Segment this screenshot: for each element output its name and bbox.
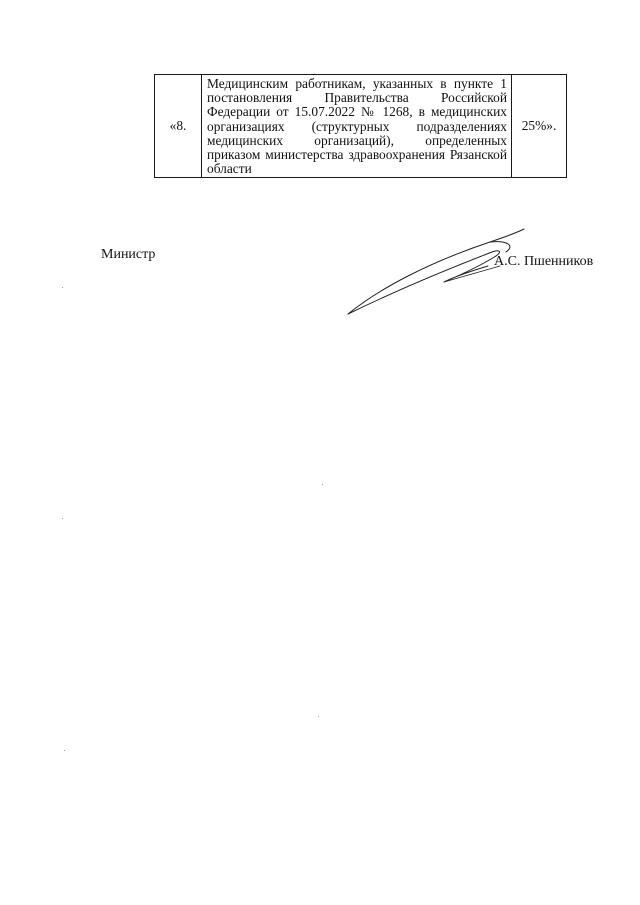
signatory-name: А.С. Пшенников: [494, 254, 594, 269]
amendment-table: [154, 74, 567, 178]
signatory-position: Министр: [101, 247, 156, 262]
row-value-cell: 25%».: [512, 75, 567, 178]
scan-speck: [64, 750, 65, 751]
scan-speck: [62, 287, 63, 288]
row-number-cell: «8.: [155, 75, 202, 178]
scan-speck: [322, 484, 323, 485]
scan-speck: [318, 716, 319, 717]
handwritten-signature: [340, 226, 530, 318]
row-description-cell: Медицинским работникам, указанных в пункте 1 постановления Правительства Российской Федерации от 15.07.2022 № 1268, в медицинских организациях (структурных подразделениях медицинских организаций), определенных приказом министерства здравоохранения Рязанской области: [202, 75, 512, 178]
table-row: [155, 75, 567, 178]
scan-speck: [62, 518, 63, 519]
